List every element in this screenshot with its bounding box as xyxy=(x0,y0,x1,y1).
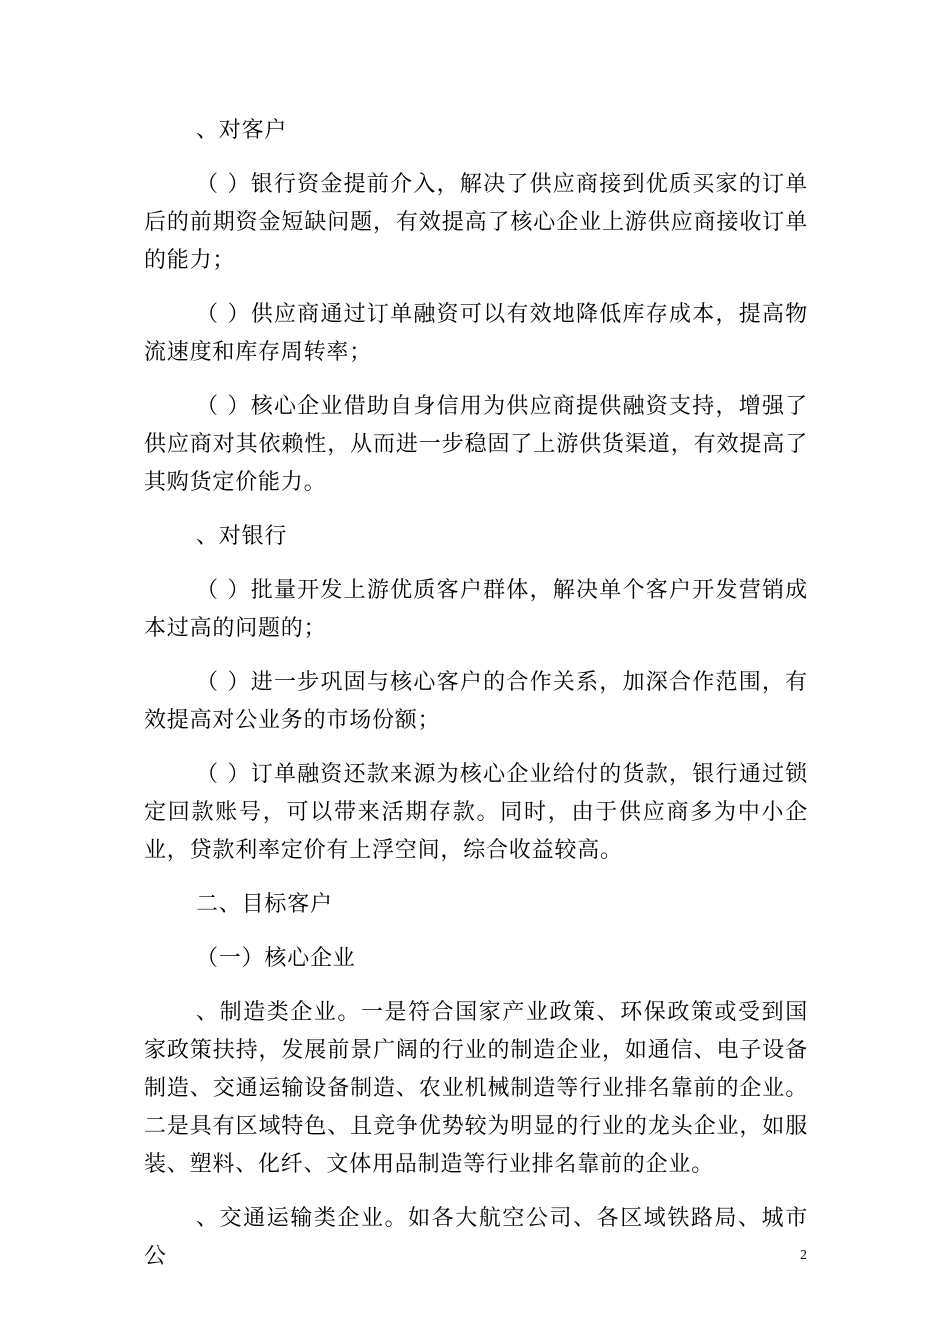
heading-target-customers: 二、目标客户 xyxy=(196,892,333,917)
document-body xyxy=(144,112,808,1292)
heading-to-bank: 、对银行 xyxy=(196,524,288,549)
heading-to-customer: 、对客户 xyxy=(196,118,288,143)
paragraph-manufacturing: 、制造类企业。一是符合国家产业政策、环保政策或受到国家政策扶持，发展前景广阔的行业的制造企业，如通信、电子设备制造、交通运输设备制造、农业机械制造等行业排名靠前的企业。二是具有区域特色、且竞争优势较为明显的行业的龙头企业，如服装、塑料、化纤、文体用品制造等行业排名靠前的企业。 xyxy=(144,1000,808,1177)
paragraph-customer-benefit-1: （ ）银行资金提前介入，解决了供应商接到优质买家的订单后的前期资金短缺问题，有效提高了核心企业上游供应商接收订单的能力； xyxy=(144,172,808,273)
paragraph-bank-benefit-1: （ ）批量开发上游优质客户群体，解决单个客户开发营销成本过高的问题的； xyxy=(144,578,808,641)
heading-core-enterprises: （一）核心企业 xyxy=(196,946,356,971)
paragraph-bank-benefit-3: （ ）订单融资还款来源为核心企业给付的货款，银行通过锁定回款账号，可以带来活期存款。同时，由于供应商多为中小企业，贷款利率定价有上浮空间，综合收益较高。 xyxy=(144,762,808,863)
paragraph-transport: 、交通运输类企业。如各大航空公司、各区域铁路局、城市公 xyxy=(144,1206,808,1269)
paragraph-bank-benefit-2: （ ）进一步巩固与核心客户的合作关系，加深合作范围，有效提高对公业务的市场份额； xyxy=(144,670,808,733)
page-number: 2 xyxy=(800,1248,807,1263)
paragraph-customer-benefit-2: （ ）供应商通过订单融资可以有效地降低库存成本，提高物流速度和库存周转率； xyxy=(144,302,808,365)
paragraph-customer-benefit-3: （ ）核心企业借助自身信用为供应商提供融资支持，增强了供应商对其依赖性，从而进一步稳固了上游供货渠道，有效提高了其购货定价能力。 xyxy=(144,394,808,495)
